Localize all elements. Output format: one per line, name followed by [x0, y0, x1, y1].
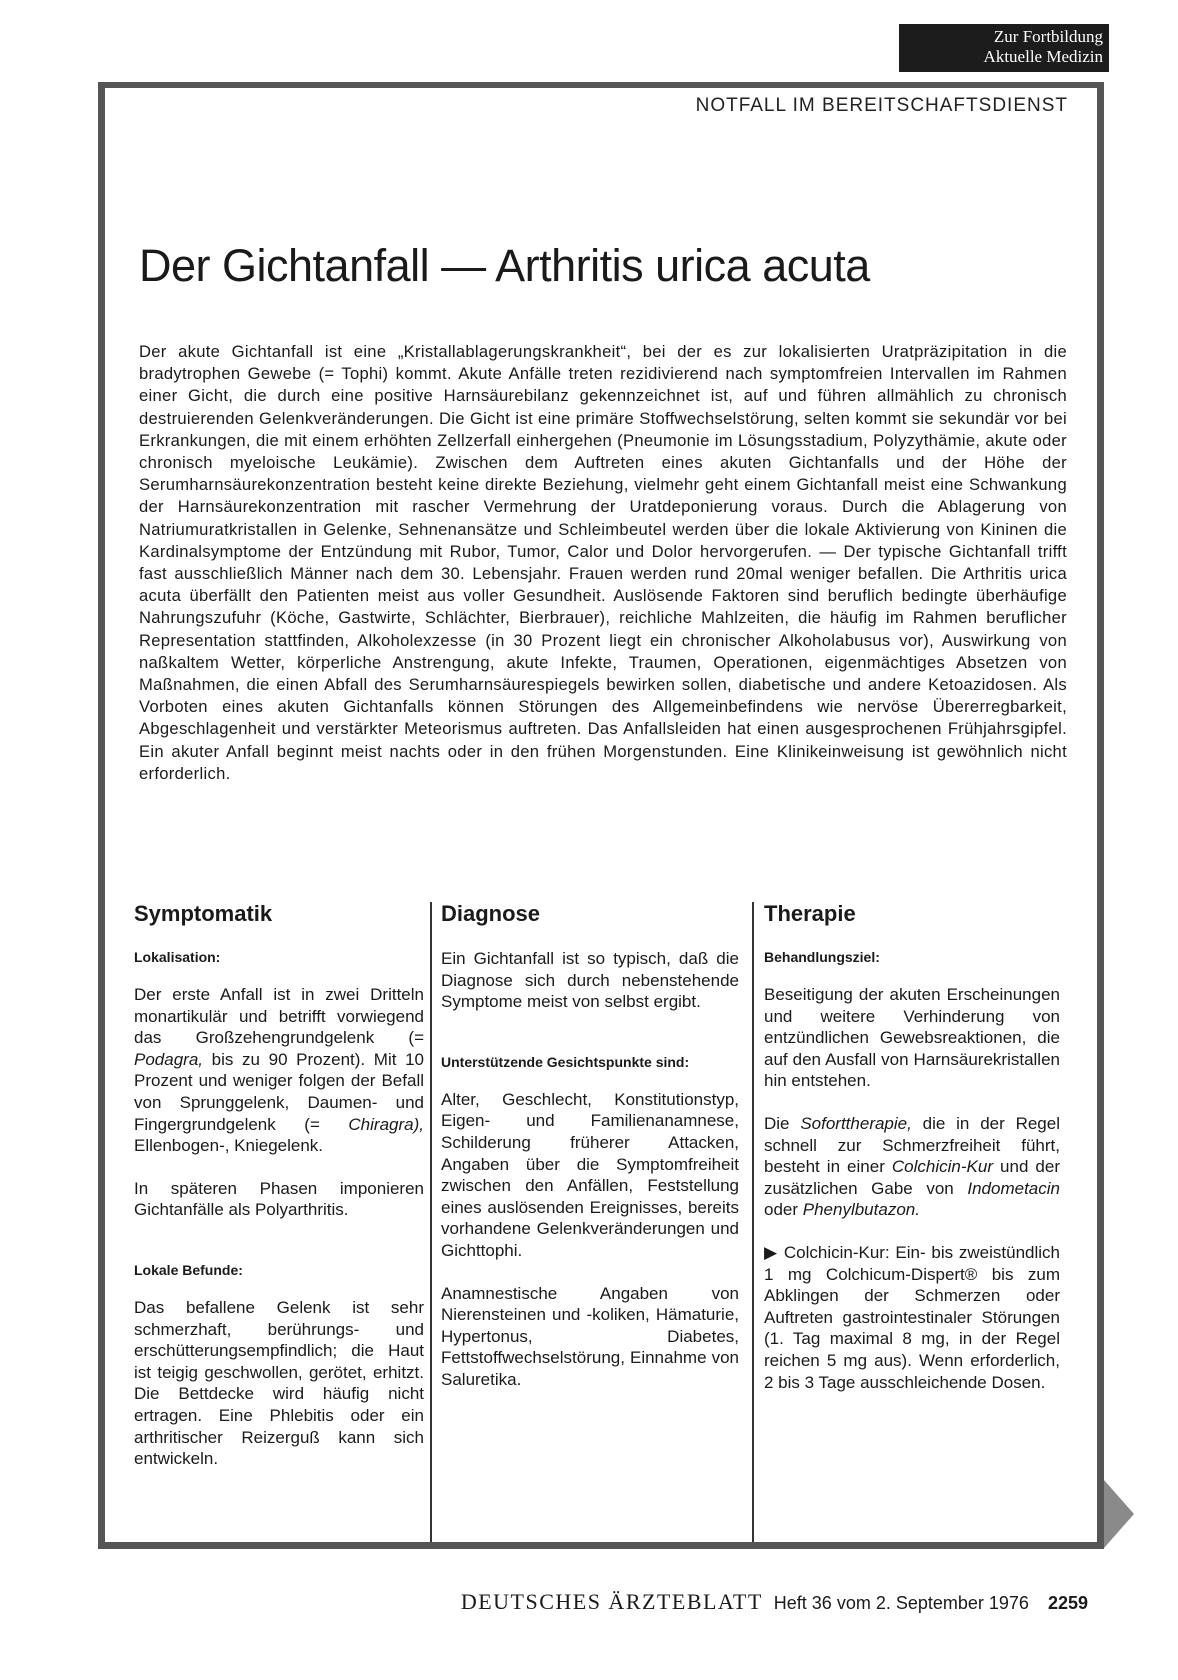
- paragraph-behandlungsziel: Beseitigung der akuten Erscheinungen und weitere Verhinderung von entzündlichen Gewebsreaktionen, die auf den Ausfall von Harnsäurekristallen hin entstehen.: [764, 985, 1060, 1091]
- subheading-lokalisation: Lokalisation:: [134, 949, 221, 965]
- rubric-line-2: Aktuelle Medizin: [983, 47, 1103, 66]
- paragraph-lokale-befunde: Das befallene Gelenk ist sehr schmerzhaft, berührungs- und erschütterungsempfindlich; die Haut ist teigig geschwollen, gerötet, erhitzt. Die Bettdecke wird häufig nicht ertragen. Eine Phlebitis oder ein arthritischer Reizerguß kann sich entwickeln.: [134, 1297, 424, 1469]
- page-footer: [461, 1589, 1088, 1615]
- heading-symptomatik: Symptomatik: [134, 901, 273, 926]
- rubric-tag: [899, 24, 1109, 72]
- issue-info: Heft 36 vom 2. September 1976: [773, 1593, 1029, 1613]
- paragraph-colchicin-kur: ▶ Colchicin-Kur: Ein- bis zweistündlich 1 mg Colchicum-Dispert® bis zum Abklingen der Schmerzen oder Auftreten gastrointestinaler Störungen (1. Tag maximal 8 mg, in der Regel reichen 5 mg aus). Wenn erforderlich, 2 bis 3 Tage ausschleichende Dosen.: [764, 1242, 1060, 1392]
- column-symptomatik: [134, 900, 424, 1491]
- article-title: Der Gichtanfall — Arthritis urica acuta: [139, 240, 870, 291]
- page-number: 2259: [1047, 1593, 1088, 1613]
- column-therapie: [764, 900, 1060, 1414]
- subheading-lokale-befunde: Lokale Befunde:: [134, 1261, 243, 1278]
- column-divider: [430, 902, 432, 1542]
- rubric-line-1: Zur Fortbildung: [993, 27, 1103, 46]
- paragraph-anamnese: Anamnestische Angaben von Nierensteinen und -koliken, Hämaturie, Hypertonus, Diabetes, Fettstoffwechselstörung, Einnahme von Saluretika.: [441, 1283, 739, 1389]
- heading-therapie: Therapie: [764, 901, 856, 926]
- subheading-gesichtspunkte: Unterstützende Gesichtspunkte sind:: [441, 1053, 690, 1070]
- column-divider: [752, 902, 754, 1542]
- heading-diagnose: Diagnose: [441, 901, 541, 926]
- bullet-arrow-icon: ▶: [764, 1242, 779, 1262]
- paragraph-soforttherapie: Die Soforttherapie, die in der Regel schnell zur Schmerzfreiheit führt, besteht in einer Colchicin-Kur und der zusätzlichen Gabe von Indometacin oder Phenylbutazon.: [764, 1113, 1060, 1220]
- paragraph-gesichtspunkte: Alter, Geschlecht, Konstitutionstyp, Eigen- und Familienanamnese, Schilderung früherer Attacken, Angaben über die Symptomfreiheit zwischen den Anfällen, Feststellung eines auslösenden Ereignisses, bereits vorhandene Gelenkveränderungen und Gichttophi.: [441, 1089, 739, 1260]
- subheading-behandlungsziel: Behandlungsziel:: [764, 949, 880, 965]
- section-label: NOTFALL IM BEREITSCHAFTSDIENST: [695, 95, 1068, 116]
- paragraph-diagnose-intro: Ein Gichtanfall ist so typisch, daß die Diagnose sich durch nebenstehende Symptome meist von selbst ergibt.: [441, 949, 739, 1012]
- journal-name: DEUTSCHES ÄRZTEBLATT: [460, 1589, 763, 1614]
- paragraph-lokalisation: Der erste Anfall ist in zwei Dritteln monartikulär und betrifft vorwiegend das Großzehengrundgelenk (= Podagra, bis zu 90 Prozent). Mit 10 Prozent und weniger folgen der Befall von Sprunggelenk, Daumen- und Fingergrundgelenk (= Chiragra), Ellenbogen-, Kniegelenk.: [134, 985, 424, 1156]
- column-diagnose: [441, 900, 739, 1412]
- intro-paragraph: Der akute Gichtanfall ist eine „Kristallablagerungskrankheit“, bei der es zur lokalisierten Uratpräzipitation in die bradytrophen Gewebe (= Tophi) kommt. Akute Anfälle treten rezidivierend nach symptomfreien Intervallen im Rahmen einer Gicht, die durch eine positive Harnsäurebilanz gekennzeichnet ist, auf und führen allmählich zu chronisch destruierenden Gelenkveränderungen. Die Gicht ist eine primäre Stoffwechselstörung, selten kommt sie sekundär vor bei Erkrankungen, die mit einem erhöhten Zellzerfall einhergehen (Pneumonie im Lösungsstadium, Polyzythämie, akute oder chronisch myeloische Leukämie). Zwischen dem Auftreten eines akuten Gichtanfalls und der Höhe der Serumharnsäurekonzentration besteht keine direkte Beziehung, vielmehr geht einem Gichtanfall meist eine Schwankung der Harnsäurekonzentration mit rascher Vermehrung der Uratdeponierung voraus. Durch die Ablagerung von Natriumuratkristallen in Gelenke, Sehnenansätze und Schleimbeutel werden über die lokale Aktivierung von Kininen die Kardinalsymptome der Entzündung mit Rubor, Tumor, Calor und Dolor hervorgerufen. — Der typische Gichtanfall trifft fast ausschließlich Männer nach dem 30. Lebensjahr. Frauen werden rund 20mal weniger befallen. Die Arthritis urica acuta überfällt den Patienten meist aus voller Gesundheit. Auslösende Faktoren sind beruflich bedingte überhäufige Nahrungszufuhr (Köche, Gastwirte, Schlächter, Bierbrauer), reichliche Mahlzeiten, die häufig im Rahmen beruflicher Representation stattfinden, Alkoholexzesse (in 30 Prozent liegt ein chronischer Alkoholabusus vor), Auswirkung von naßkaltem Wetter, körperliche Anstrengung, akute Infekte, Traumen, Operationen, eigenmächtiges Absetzen von Maßnahmen, die einen Abfall des Serumharnsäurespiegels bewirken sollen, diabetische und andere Ketoazidosen. Als Vorboten eines akuten Gichtanfalls können Störungen des Allgemeinbefindens wie nervöse Übererregbarkeit, Abgeschlagenheit und verstärkter Meteorismus auftreten. Das Anfallsleiden hat einen ausgesprochenen Frühjahrsgipfel. Ein akuter Anfall beginnt meist nachts oder in den frühen Morgenstunden. Eine Klinikeinweisung ist gewöhnlich nicht erforderlich.: [139, 342, 1067, 783]
- continue-arrow-icon: [1104, 1480, 1134, 1548]
- paragraph-phasen: In späteren Phasen imponieren Gichtanfälle als Polyarthritis.: [134, 1178, 424, 1220]
